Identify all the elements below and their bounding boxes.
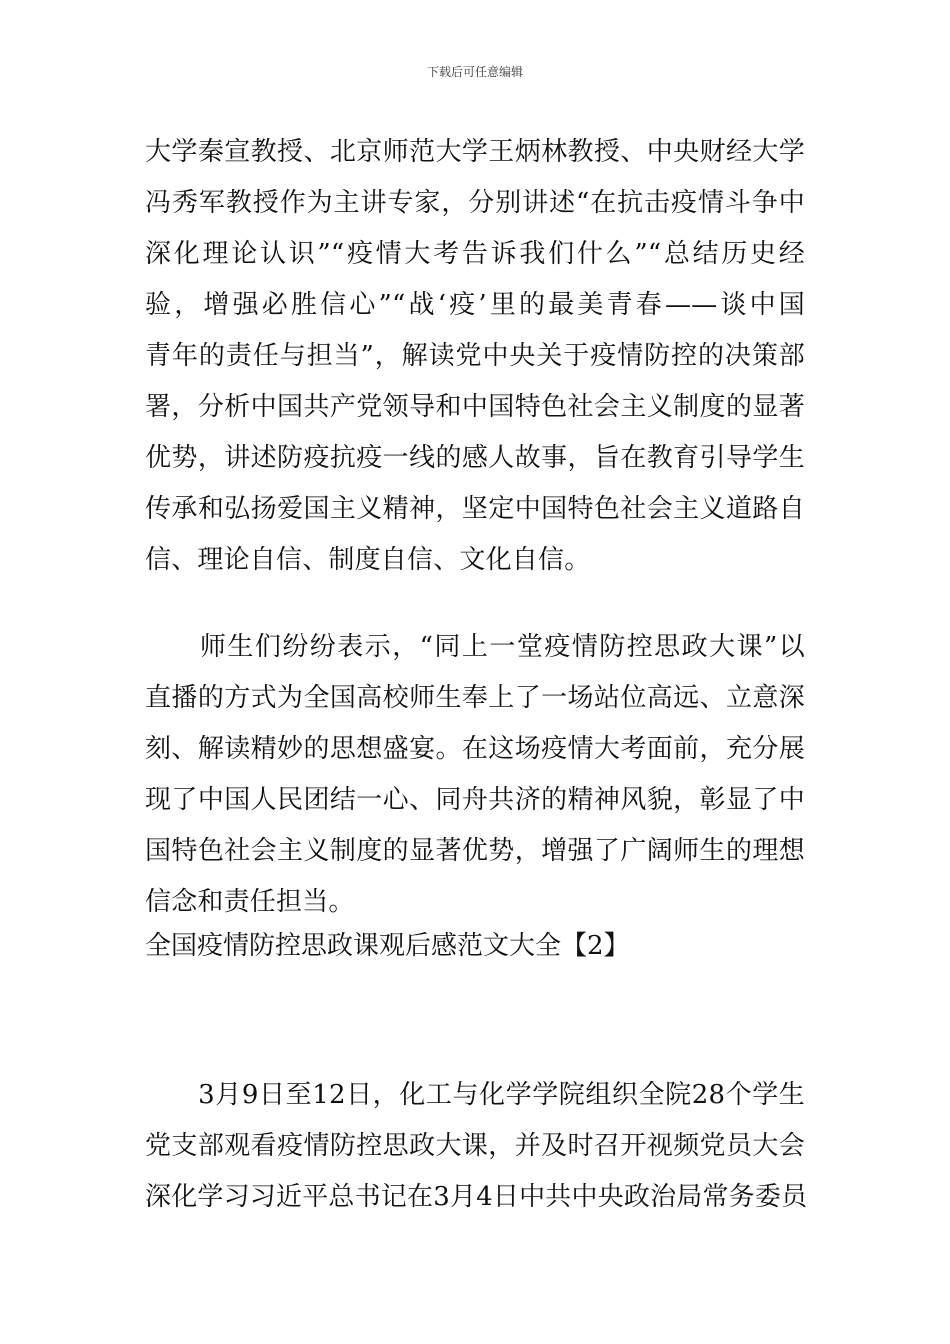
paragraph-line: 现了中国人民团结一心、同舟共济的精神风貌，彰显了中 bbox=[145, 785, 805, 815]
paragraph-line: 冯秀军教授作为主讲专家，分别讲述“在抗击疫情斗争中 bbox=[145, 188, 805, 218]
paragraph-line: 师生们纷纷表示，“同上一堂疫情防控思政大课”以 bbox=[145, 632, 805, 662]
paragraph-line: 党支部观看疫情防控思政大课，并及时召开视频党员大会 bbox=[145, 1131, 805, 1161]
paragraph-line: 验，增强必胜信心”“战‘疫’里的最美青春——谈中国 bbox=[145, 290, 805, 320]
paragraph-line: 青年的责任与担当”，解读党中央关于疫情防控的决策部 bbox=[145, 341, 805, 371]
paragraph-line: 优势，讲述防疫抗疫一线的感人故事，旨在教育引导学生 bbox=[145, 443, 805, 473]
paragraph-line: 信念和责任担当。 bbox=[145, 887, 355, 917]
paragraph-line: 直播的方式为全国高校师生奉上了一场站位高远、立意深 bbox=[145, 683, 805, 713]
paragraph-line: 传承和弘扬爱国主义精神，坚定中国特色社会主义道路自 bbox=[145, 494, 805, 524]
paragraph-line: 深化学习习近平总书记在3月4日中共中央政治局常务委员 bbox=[145, 1182, 808, 1212]
paragraph-line: 国特色社会主义制度的显著优势，增强了广阔师生的理想 bbox=[145, 836, 805, 866]
paragraph-line: 大学秦宣教授、北京师范大学王炳林教授、中央财经大学 bbox=[145, 137, 805, 167]
paragraph-3 bbox=[145, 1070, 808, 1223]
paragraph-line: 署，分析中国共产党领导和中国特色社会主义制度的显著 bbox=[145, 392, 805, 422]
section-heading: 全国疫情防控思政课观后感范文大全【2】 bbox=[145, 931, 630, 961]
paragraph-line: 刻、解读精妙的思想盛宴。在这场疫情大考面前，充分展 bbox=[145, 734, 805, 764]
page-header-note: 下载后可任意编辑 bbox=[426, 65, 523, 79]
paragraph-2 bbox=[145, 622, 805, 928]
paragraph-line: 3月9日至12日，化工与化学学院组织全院28个学生 bbox=[145, 1080, 805, 1110]
paragraph-line: 深化理论认识”“疫情大考告诉我们什么”“总结历史经 bbox=[145, 239, 805, 269]
paragraph-1 bbox=[145, 127, 805, 586]
paragraph-line: 信、理论自信、制度自信、文化自信。 bbox=[145, 545, 591, 575]
